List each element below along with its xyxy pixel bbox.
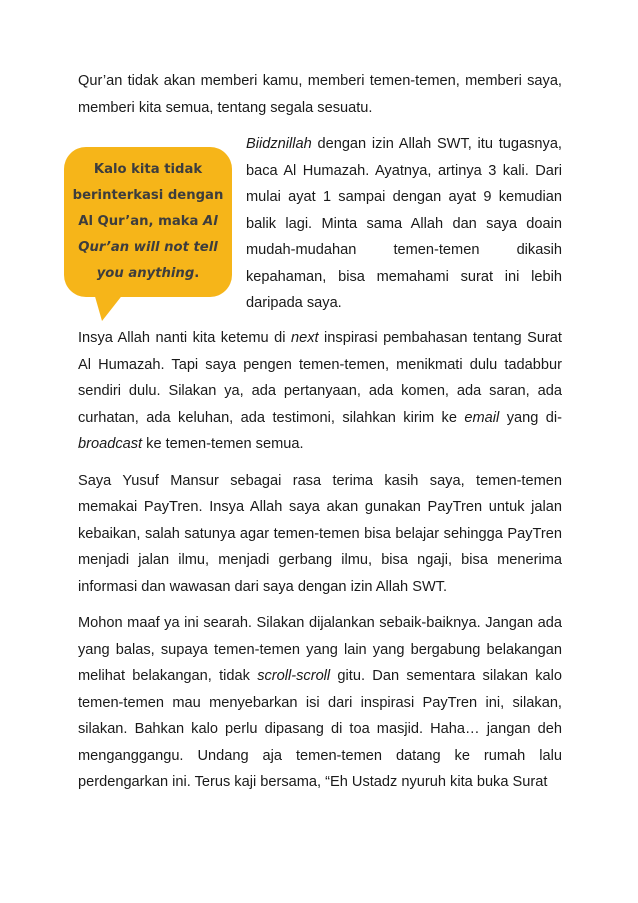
paragraph-3-part-4: ke temen-temen semua. — [142, 436, 304, 452]
paragraph-3-part-1: Insya Allah nanti kita ketemu di — [78, 330, 291, 346]
paragraph-5-part-2: gitu. Dan sementara silakan kalo temen-temen mau menyebarkan isi dari inspirasi PayTren ini, silakan, silakan. Bahkan kalo perlu dipasang di toa masjid. Haha… jangan deh menganggangu. Undang aja temen-temen datang ke rumah lalu perdengarkan ini. Terus kaji bersama, “Eh Ustadz nyuruh kita buka Surat — [78, 668, 563, 790]
paragraph-5-part-1: Mohon maaf ya ini searah. Silakan dijalankan sebaik-baiknya. Jangan ada yang balas, supaya temen-temen yang lain yang bergabung belakangan melihat belakangan, tidak — [78, 615, 562, 684]
paragraph-3-italic-3: broadcast — [78, 436, 143, 452]
quote-line-4: Qur’an will not tell — [78, 240, 218, 255]
paragraph-5 — [78, 610, 562, 796]
quote-line-1: Kalo kita tidak — [93, 162, 203, 177]
paragraph-1: Qur’an tidak akan memberi kamu, memberi temen-temen, memberi saya, memberi kita semua, tentang segala sesuatu. — [78, 73, 562, 116]
paragraph-3 — [78, 325, 562, 458]
quote-bubble-tail — [94, 293, 124, 321]
paragraph-2-italic: Biidznillah — [246, 136, 312, 152]
quote-bubble-body — [64, 147, 232, 297]
quote-line-3-italic: Al — [203, 214, 218, 229]
quote-line-3: Al Qur’an, maka — [78, 214, 204, 229]
quote-bubble — [64, 133, 240, 325]
paragraph-2-text: dengan izin Allah SWT, itu tugasnya, baca Al Humazah. Ayatnya, artinya 3 kali. Dari mulai ayat 1 sampai dengan ayat 9 kemudian balik lagi. Minta sama Allah dan saya doain mudah-mudahan temen-temen dikasih kepahaman, bisa memahami surat ini lebih daripada saya. — [246, 136, 562, 311]
paragraph-3-part-3: yang di- — [499, 409, 562, 426]
document-page — [72, 68, 563, 806]
quote-section — [72, 131, 562, 325]
paragraph-3-part-2: inspirasi pembahasan tentang Surat Al Humazah. Tapi saya pengen temen-temen, menikmati dulu tadabbur sendiri dulu. Silakan ya, ada pertanyaan, ada komen, ada saran, ada curhatan, ada keluhan, ada testimoni, silahkan kirim ke — [78, 330, 562, 426]
quote-text — [68, 157, 228, 287]
quote-line-2: berinterkasi dengan — [72, 188, 224, 203]
paragraph-3-italic-2: email — [464, 409, 500, 426]
paragraph-5-italic-1: scroll-scroll — [257, 668, 331, 684]
quote-line-5-end: . — [194, 266, 200, 281]
paragraph-3-italic-1: next — [290, 330, 319, 346]
paragraph-4: Saya Yusuf Mansur sebagai rasa terima kasih saya, temen-temen memakai PayTren. Insya Allah saya akan gunakan PayTren untuk jalan kebaikan, salah satunya agar temen-temen bisa belajar sehingga PayTren menjadi jalan ilmu, menjadi gerbang ilmu, bisa ngaji, bisa menerima informasi dan wawasan dari saya dengan izin Allah SWT. — [78, 472, 562, 595]
quote-line-5: you anything — [96, 266, 195, 281]
